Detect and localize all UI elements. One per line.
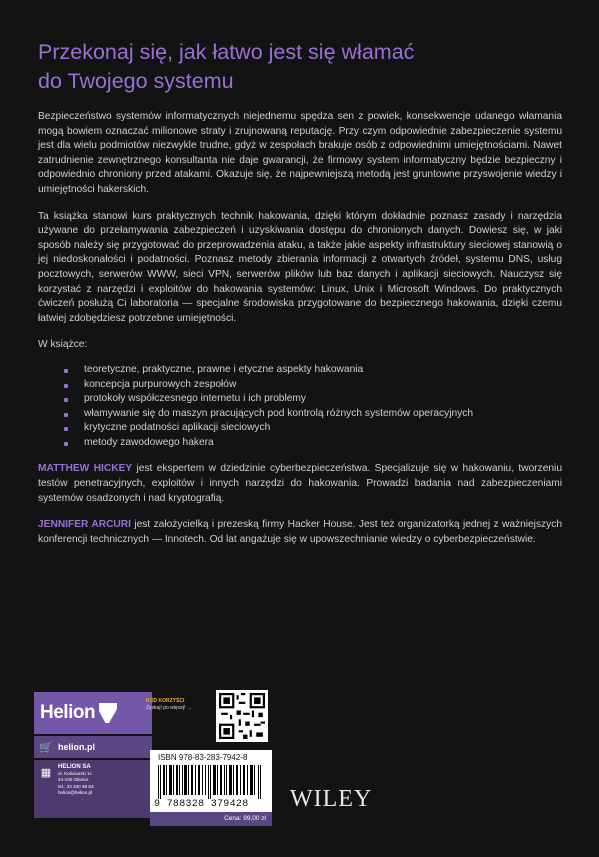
description: [38, 110, 562, 559]
bullet-icon: [64, 427, 68, 431]
list-item: koncepcja purpurowych zespołów: [64, 378, 562, 393]
feature-list: [38, 363, 562, 451]
bullet-icon: [64, 398, 68, 402]
barcode-box: [150, 750, 272, 812]
cart-icon: 🛒: [39, 741, 53, 754]
headline-line-2: do Twojego systemu: [38, 69, 234, 93]
paragraph-2: Ta książka stanowi kurs praktycznych technik hakowania, dzięki którym dokładnie poznasz zasady i narzędzia używane do przełamywania zabezpieczeń i uzyskiwania dostępu do chronionych danych. Dowiesz się, w jaki sposób należy się przygotować do przeprowadzenia ataku, a także jakie aspekty infrastruktury sieciowej stanowią o jej niedoskonałości i podatności. Poznasz metody zbierania informacji z otwartych źródeł, systemu DNS, usług pocztowych, serwerów WWW, sieci VPN, serwerów plików lub baz danych i aplikacji sieciowych. Nauczysz się korzystać z narzędzi i exploitów do hakowania systemów: Linux, Unix i Microsoft Windows. Do praktycznych ćwiczeń posłużą Ci laboratoria — specjalne środowiska przygotowane do bezpiecznego hakowania, dzięki czemu łatwiej zdobędziesz potrzebne umiejętności.: [38, 210, 562, 324]
author-bio-arcuri: JENNIFER ARCURI jest założycielką i prezeską firmy Hacker House. Jest też organizatorką jednej z ważniejszych konferencji technicznych — Innotech. Od lat angażuje się w upowszechnianie wiedzy o cyberbezpieczeństwie.: [38, 519, 562, 545]
qr-code: [216, 690, 268, 742]
list-item: protokoły współczesnego internetu i ich problemy: [64, 392, 562, 407]
price-label: Cena: 99,00 zł: [150, 812, 272, 826]
headline: [38, 38, 558, 96]
list-item: włamywanie się do maszyn pracujących pod kontrolą różnych systemów operacyjnych: [64, 407, 562, 422]
publisher-block: [34, 692, 152, 822]
barcode-number: 9 788328 379428: [154, 799, 249, 810]
list-item: teoretyczne, praktyczne, prawne i etyczne aspekty hakowania: [64, 363, 562, 378]
benefit-code: KOD KORZYŚCI Zyskaj! po więcej! →: [146, 698, 192, 711]
author-name: MATTHEW HICKEY: [38, 463, 133, 475]
helion-logo: Helion: [34, 692, 152, 734]
wiley-logo: WILEY: [290, 786, 373, 812]
headline-line-1: Przekonaj się, jak łatwo jest się włamać: [38, 40, 415, 64]
helion-mark-icon: [99, 703, 117, 723]
bullet-icon: [64, 413, 68, 417]
bullet-icon: [64, 442, 68, 446]
address-row: ▦ HELION SA ul. Kościuszki 1c 44-100 Gliwice tel.: 32 230 98 63 helion@helion.pl: [34, 760, 152, 818]
author-name: JENNIFER ARCURI: [38, 519, 131, 531]
bullet-icon: [64, 384, 68, 388]
list-intro: W książce:: [38, 339, 88, 351]
building-icon: ▦: [40, 767, 52, 779]
author-bio-hickey: MATTHEW HICKEY jest ekspertem w dziedzinie cyberbezpieczeństwa. Specjalizuje się w hakowaniu, tworzeniu testów penetracyjnych, exploitów i innych narzędzi do hakowania. Prowadzi badania nad zabezpieczeniami systemów osadzonych i nad kryptografią.: [38, 463, 562, 504]
website-row: 🛒 helion.pl: [34, 736, 152, 758]
paragraph-1: Bezpieczeństwo systemów informatycznych niejednemu spędza sen z powiek, konsekwencje udanego włamania mogą bowiem oznaczać milionowe straty i zrujnowaną reputację. Przy czym odpowiednie zabezpieczenie systemu jest dla wielu podmiotów niezwykle trudne, gdyż w zespołach brakuje osób z odpowiednimi umiejętnościami. Nawet zatrudnienie zewnętrznego konsultanta nie daje gwarancji, że firmowy system informatyczny będzie bezpieczny i odpowiednio chroniony przed atakami. Okazuje się, że najpewniejszą metodą jest gruntowne przyswojenie wiedzy i umiejętności hakerskich.: [38, 111, 562, 195]
bullet-icon: [64, 369, 68, 373]
isbn: ISBN 978-83-283-7942-8: [158, 753, 248, 762]
list-item: metody zawodowego hakera: [64, 436, 562, 451]
list-item: krytyczne podatności aplikacji sieciowych: [64, 421, 562, 436]
barcode-icon: [158, 765, 262, 799]
qr-code-icon: [219, 693, 265, 739]
